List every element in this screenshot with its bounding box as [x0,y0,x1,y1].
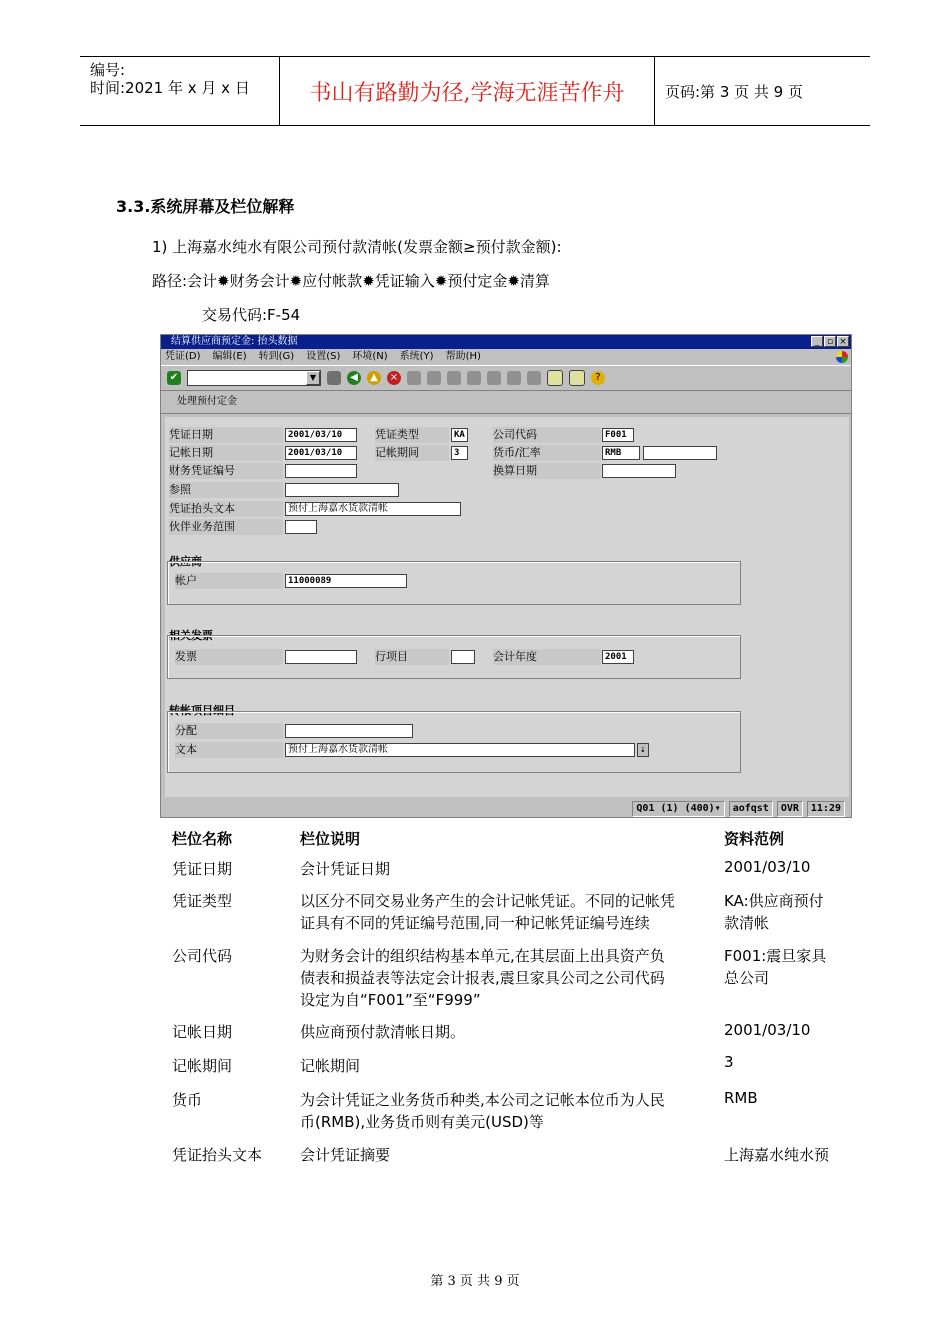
invoice-field[interactable] [285,650,357,664]
vendor-group-title: 供应商 [169,555,202,568]
label-fin-doc-no: 财务凭证编号 [169,463,283,479]
standard-toolbar [161,365,851,391]
row-desc: 币(RMB),业务货币则有美元(USD)等 [300,1113,544,1131]
minimize-button[interactable]: _ [811,336,823,347]
menu-path: 路径:会计✹财务会计✹应付帐款✹凭证输入✹预付定金✹清算 [152,272,550,290]
row-desc: 记帐期间 [300,1057,361,1075]
col-desc-header: 栏位说明 [300,830,361,848]
row-desc: 债表和损益表等法定会计报表,震旦家具公司之公司代码 [300,969,665,987]
transfer-group-title: 转帐项目细目 [169,704,235,717]
section-title: 3.3.系统屏幕及栏位解释 [116,197,295,216]
label-header-text: 凭证抬头文本 [169,501,283,517]
label-assignment: 分配 [175,723,283,739]
fiscal-year-field[interactable]: 2001 [602,650,634,664]
row-example: 总公司 [724,969,770,987]
transaction-code: 交易代码:F-54 [202,306,301,324]
label-doc-date: 凭证日期 [169,427,283,443]
fin-doc-no-field[interactable] [285,464,357,478]
row-example: RMB [724,1089,758,1107]
row-desc: 为会计凭证之业务货币种类,本公司之记帐本位币为人民 [300,1091,665,1109]
table-row [172,1089,862,1144]
item-heading: 1) 上海嘉水纯水有限公司预付款清帐(发票金额≥预付款金额): [152,238,562,256]
row-example: KA:供应商预付 [724,892,824,910]
label-text: 文本 [175,742,283,758]
label-fiscal-year: 会计年度 [493,649,601,665]
label-post-date: 记帐日期 [169,445,283,461]
status-time: 11:29 [807,801,845,817]
table-row [172,1055,862,1089]
col-example-header: 资料范例 [724,830,785,848]
label-doc-type: 凭证类型 [375,427,449,443]
help-icon[interactable]: ? [591,371,605,385]
page-header [80,56,870,126]
cancel-icon[interactable]: × [387,371,401,385]
sap-window [160,334,852,818]
window-titlebar [161,335,851,349]
row-desc: 为财务会计的组织结构基本单元,在其层面上出具资产负 [300,947,665,965]
menu-settings[interactable]: 设置(S) [306,351,341,362]
application-toolbar [161,391,851,414]
row-desc: 证具有不同的凭证编号范围,同一种记帐凭证编号连续 [300,914,650,932]
currency-field[interactable]: RMB [602,446,640,460]
invoice-group-title: 相关发票 [169,629,213,642]
last-page-icon[interactable] [527,371,541,385]
window-title: 结算供应商预定金: 抬头数据 [171,336,298,347]
trading-partner-field[interactable] [285,520,317,534]
row-example: 2001/03/10 [724,1021,811,1039]
company-code-field[interactable]: F001 [602,428,634,442]
reference-field[interactable] [285,483,399,497]
next-page-icon[interactable] [507,371,521,385]
exit-icon[interactable]: ▲ [367,371,381,385]
menu-help[interactable]: 帮助(H) [445,351,481,362]
table-row [172,890,862,945]
motto: 书山有路勤为径,学海无涯苦作舟 [280,57,655,125]
table-row [172,945,862,1021]
menu-bar [161,349,851,365]
row-example: 款清帐 [724,914,770,932]
process-down-payment-button[interactable]: 处理预付定金 [177,396,237,407]
label-invoice: 发票 [175,649,283,665]
row-name: 公司代码 [172,947,233,965]
col-name-header: 栏位名称 [172,830,233,848]
row-name: 凭证抬头文本 [172,1146,263,1164]
table-row [172,856,862,890]
doc-date-field[interactable]: 2001/03/10 [285,428,357,442]
shortcut-icon[interactable] [569,370,585,386]
row-name: 记帐日期 [172,1023,233,1041]
time-label: 时间:2021 年 x 月 x 日 [90,79,250,97]
menu-environment[interactable]: 环境(N) [352,351,388,362]
status-server: aofqst [729,801,773,817]
status-bar [161,801,851,817]
row-desc: 会计凭证日期 [300,860,391,878]
row-desc: 设定为自“F001”至“F999” [300,991,481,1009]
back-icon[interactable]: ◀ [347,371,361,385]
header-text-field[interactable]: 预付上海嘉水货款清帐 [285,502,461,516]
translation-date-field[interactable] [602,464,676,478]
label-trading-partner: 伙伴业务范围 [169,519,283,535]
table-row [172,1021,862,1055]
header-data-form [165,417,849,797]
row-example: 2001/03/10 [724,858,811,876]
label-currency-rate: 货币/汇率 [493,445,601,461]
menu-goto[interactable]: 转到(G) [258,351,295,362]
text-field[interactable]: 预付上海嘉水货款清帐 [285,743,635,757]
label-company-code: 公司代码 [493,427,601,443]
save-icon[interactable] [327,371,341,385]
status-system[interactable]: Q01 (1) (400)▾ [632,801,724,817]
menu-system[interactable]: 系统(Y) [399,351,434,362]
find-icon[interactable] [427,371,441,385]
assignment-field[interactable] [285,724,413,738]
label-period: 记帐期间 [375,445,449,461]
row-name: 凭证类型 [172,892,233,910]
post-date-field[interactable]: 2001/03/10 [285,446,357,460]
first-page-icon[interactable] [467,371,481,385]
command-field[interactable] [187,370,321,386]
account-field[interactable]: 11000089 [285,574,407,588]
table-row [172,1144,862,1174]
table-header [172,826,862,856]
row-example: 上海嘉水纯水预 [724,1146,830,1164]
new-session-icon[interactable] [547,370,563,386]
doc-type-field[interactable]: KA [451,428,468,442]
menu-document[interactable]: 凭证(D) [165,351,201,362]
period-field[interactable]: 3 [451,446,468,460]
label-account: 帐户 [175,573,283,589]
exchange-rate-field[interactable] [643,446,717,460]
print-icon[interactable] [407,371,421,385]
long-text-icon[interactable]: ⇣ [637,743,649,757]
header-left [80,57,280,125]
menu-edit[interactable]: 编辑(E) [212,351,247,362]
close-button[interactable]: × [837,336,849,347]
page-footer: 第 3 页 共 9 页 [430,1274,520,1289]
row-example: 3 [724,1053,734,1071]
label-translation-date: 换算日期 [493,463,601,479]
field-table [172,826,862,1174]
page-info: 页码:第 3 页 共 9 页 [665,82,803,101]
row-name: 记帐期间 [172,1057,233,1075]
status-mode: OVR [777,801,803,817]
prev-page-icon[interactable] [487,371,501,385]
sap-logo-icon [836,351,848,363]
find-next-icon[interactable] [447,371,461,385]
label-reference: 参照 [169,482,283,498]
restore-button[interactable]: ▫ [824,336,836,347]
row-name: 凭证日期 [172,860,233,878]
label-line-item: 行项目 [375,649,449,665]
row-example: F001:震旦家具 [724,947,827,965]
row-desc: 以区分不同交易业务产生的会计记帐凭证。不同的记帐凭 [300,892,676,910]
line-item-field[interactable] [451,650,475,664]
row-desc: 供应商预付款清帐日期。 [300,1023,466,1041]
row-name: 货币 [172,1091,203,1109]
row-desc: 会计凭证摘要 [300,1146,391,1164]
enter-icon[interactable]: ✔ [167,371,181,385]
dropdown-icon[interactable]: ▼ [306,371,320,385]
number-label: 编号: [90,61,126,79]
